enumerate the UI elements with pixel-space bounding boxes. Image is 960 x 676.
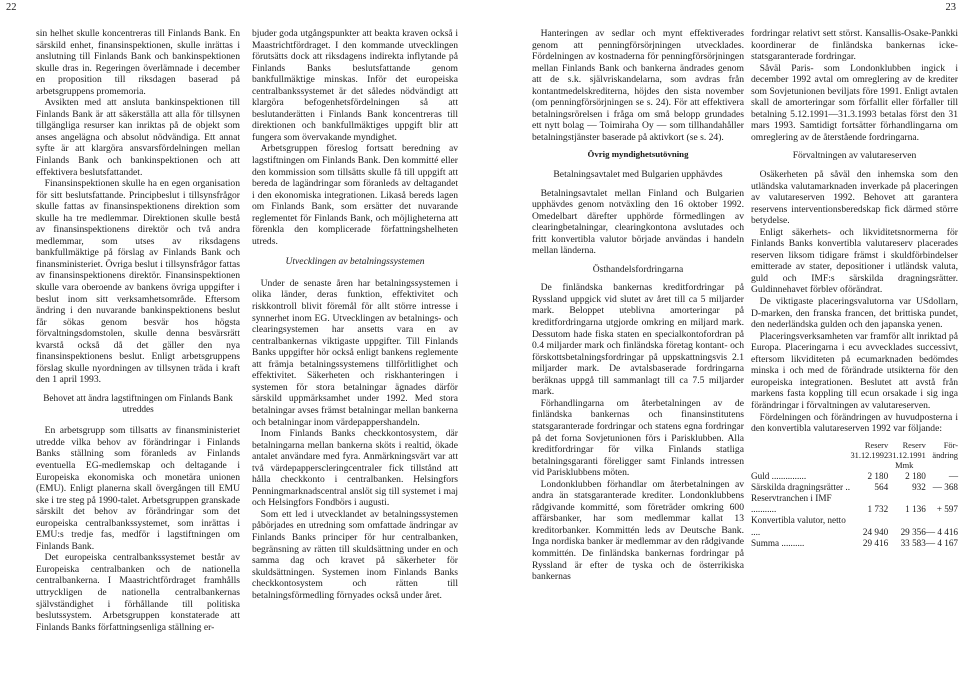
table-cell: 29 356 — [900, 526, 926, 537]
paragraph: bjuder goda utgångspunkter att beakta kraven också i Maastrichtfördraget. I den kommande utvecklingen förutsätts dock att riksdagens indirekta inflytande på Finlands Banks beslutsfattande genom bankfullmäktige minskas. Inför det europeiska centralbankssystemet är det således nödvändigt att klargöra befogenhetsfördelningen så att beslutanderätten i Finlands Bank koncentreras till direktionen och bankfullmäktiges uppgift blir att fungera som övervakande myndighet. — [252, 28, 458, 143]
paragraph: Det europeiska centralbankssystemet består av Europeiska centralbanken och de nationella centralbankerna. I Maastrichtfördraget framhålls uttryckligen de nationella centralbankernas självständighet i förhållande till politiska beslutssystem. Arbetsgruppen konstaterade att Finlands Banks författningsenliga ställning er- — [36, 552, 240, 633]
header-label: För- — [943, 440, 958, 450]
table-unit-empty — [751, 461, 850, 471]
section-heading: Behovet att ändra lagstiftningen om Finlands Bank utreddes — [43, 393, 233, 416]
paragraph: Finansinspektionen skulle ha en egen organisation för sitt beslutsfattande. Principbeslut i tillsynsfrågor skulle fattas av finansinspektionens direktion som skulle ha tre medlemmar. Direktionen skulle bestå av finansinspektionens direktör och två andra medlemmar, som utses av riksdagens bankfullmäktige på förslag av Finlands Bank och finansministeriet. Övriga beslut i tillsynsfrågor fattas av finansinspektionens direktör. Finansinspektionen skulle vara oberoende av bankens övriga uppgifter i beslut inom sitt verksamhetsområde. Eftersom ändring i den nuvarande bankinspektionens beslut får sökas genom besvär hos högsta förvaltningsdomstolen, skulle denna besvärsrätt kvarstå också då det gäller den nya finansinspektionens beslut. Enligt arbetsgruppens förslag skulle nyordningen av tillsynen träda i kraft den 1 april 1993. — [36, 178, 240, 386]
column-2 — [252, 28, 458, 601]
table-cell: — — [948, 470, 958, 481]
paragraph: De finländska bankernas kreditfordringar på Ryssland uppgick vid slutet av året till ca 5 miljarder mark. Beloppet uteblivna amorteringar på kreditfordringarna utgjorde omkring en miljard mark. Dessutom hade fiska staten en specialkontofordran på 0.4 miljarder mark och finländska företag kontant- och förskottsbetalningsfordringar på uppskattningsvis 2.1 miljarder mark. De avtalsbaserade fordringarna beräknas uppgå till sammanlagt till ca 7.5 miljarder mark. — [532, 282, 744, 398]
table-cell: — 368 — [932, 481, 958, 492]
table-cell: 932 — [912, 481, 926, 492]
header-label-2: ändring — [932, 450, 958, 460]
table-row — [751, 471, 958, 482]
paragraph: Placeringsverksamheten var framför allt inriktad på Europa. Placeringarna i ecu avvecklades successivt, eftersom likviditeten på ecumarknaden bedömdes minska i och med de förändrade utsikterna för den europeiska integrationen. Beslutet att avstå från markens fasta koppling till ecun orsakade i sig inga förändringar i förvaltningen av valutareserven. — [751, 330, 958, 411]
paragraph: fordringar relativt sett störst. Kansallis-Osake-Pankki koordinerar de finländska bankernas icke-statsgaranterade fordringar. — [751, 28, 958, 63]
header-date: 31.12.1992 — [850, 450, 889, 460]
table-cell-label: Särskilda dragningsrätter .. — [751, 481, 850, 492]
column-3 — [532, 28, 744, 583]
subsection-heading: Betalningsavtalet med Bulgarien upphävdes — [553, 169, 723, 181]
paragraph: Betalningsavtalet mellan Finland och Bulgarien upphävdes genom notväxling den 16 oktober 1992. Omedelbart därefter upphörde förmedlingen av clearingbetalningar, clearingkontona avslutades och fritt konvertibla valutor började användas i handeln mellan länderna. — [532, 187, 744, 257]
paragraph: Inom Finlands Banks checkkontosystem, där betalningarna mellan bankerna sköts i realtid, ökade antalet användare med fyra. Anmärkningsvärt var att två värdepapperscleringcentraler fick tillstånd att hålla checkkonto i centralbanken. Helsingfors Penningmarknadscentral anslöt sig till systemet i maj och Helsingfors Fondbörs i augusti. — [252, 428, 458, 509]
table-total-row — [751, 538, 958, 549]
header-date: 31.12.1991 — [888, 450, 926, 460]
table-cell: 1 732 — [867, 504, 889, 515]
paragraph: Enligt säkerhets- och likviditetsnormerna för Finlands Banks konvertibla valutareserv placerades reserven liksom tidigare främst i skuldförbindelser emitterade av stater, depositioner i utländsk valuta, guld och IMF:s särskilda dragningsrätter. Guldinnehavet förblev oförändrat. — [751, 226, 958, 296]
paragraph: Under de senaste åren har betalningssystemen i olika länder, deras funktion, effektivitet och riskkontroll blivit föremål för allt större intresse i synnerhet inom EG. Utvecklingen av betalnings- och clearingsystemen har ansetts vara en av centralbankernas viktigaste uppgifter. Till Finlands Banks uppgifter hör också enligt bankens reglemente att främja betalningssystemens tillförlitlighet och effektivitet. Säkerheten och riskhanteringen i systemen för stora betalningar ägnades därför särskild uppmärksamhet under 1992. Med stora betalningar avses främst betalningar mellan bankerna och betalningar inom värdepappershandeln. — [252, 277, 458, 428]
paragraph: Londonklubben förhandlar om återbetalningen av andra än statsgaranterade krediter. Londonklubbens rådgivande kommitté, som företräder omkring 600 affärsbanker, har som medlemmar kallat 13 kreditorbanker. Kommittén leds av Deutsche Bank. Inga nordiska banker är medlemmar av den rådgivande kommittén. De finländska bankernas fordringar på Ryssland är efter de tyska och de österrikiska bankernas — [532, 478, 744, 583]
table-cell: — 4 416 — [925, 526, 958, 537]
paragraph: De viktigaste placeringsvalutorna var USdollarn, D-marken, den franska francen, det brittiska pundet, den nederländska gulden och den japanska yenen. — [751, 296, 958, 331]
page-number-right: 23 — [945, 2, 956, 13]
table-cell-label: Guld ............... — [751, 470, 807, 481]
subsection-heading: Östhandelsfordringarna — [592, 263, 684, 275]
table-header-reserv-1992 — [850, 441, 888, 461]
table-cell: 1 136 — [905, 504, 926, 515]
table-cell: 29 416 — [862, 537, 889, 548]
column-1 — [36, 28, 240, 633]
reserve-table — [751, 441, 958, 549]
table-cell-label: Summa .......... — [751, 537, 805, 548]
paragraph: Arbetsgruppen föreslog fortsatt beredning av lagstiftningen om Finlands Bank. Den kommitté eller den kommission som tillsätts skulle få till uppgift att bereda de lagändringar som föranleds av deltagandet i den ekonomiska integrationen. Likaså bereds lagen om Finlands Bank, som ersätter det nuvarande reglementet för Finlands Bank, och möjligheterna att förenkla den komplicerade författningshelheten utreds. — [252, 143, 458, 247]
table-cell-label: Konvertibla valutor, netto .... — [751, 515, 846, 537]
table-cell-label: Reservtranchen i IMF ........... — [751, 493, 832, 515]
table-cell: 564 — [874, 481, 889, 492]
table-unit-row — [751, 461, 958, 471]
table-cell: — 4 167 — [925, 537, 958, 548]
section-heading: Utvecklingen av betalningssystemen — [285, 256, 425, 268]
paragraph: En arbetsgrupp som tillsatts av finansministeriet utredde vilka behov av förändringar i Finlands Banks ställning som föranleds av Finlands eventuella EG-medlemskap och deltagande i Europeiska ekonomiska och monetära unionen (EMU). Enligt planerna skall övergången till EMU ske i tre steg på 1990-talet. Arbetsgruppen granskade särskilt det behov av förändringar som det europeiska centralbankssystemet, som inrättas i EMU:s tredje fas, medför i lagstiftningen om Finlands Bank. — [36, 425, 240, 552]
table-header-reserv-1991 — [888, 441, 926, 461]
paragraph: Osäkerheten på såväl den inhemska som den utländska valutamarknaden inverkade på placeringen av valutareserven 1992. Behovet att garantera reservens interventionsberedskap fick därmed större betydelse. — [751, 169, 958, 227]
section-heading: Övrig myndighetsutövning — [587, 149, 689, 160]
table-cell: 24 940 — [862, 526, 889, 537]
table-header-change — [926, 441, 958, 461]
paragraph: Avsikten med att ansluta bankinspektionen till Finlands Bank är att säkerställa att alla för tillsynen tillgängliga resurser kan inriktas på de objekt som anses angelägna och absolut nödvändiga. Ett annat syfte är att klargöra ansvarsfördelningen mellan Finlands Bank och bankinspektionen och att effektivera beslutsfattandet. — [36, 97, 240, 178]
paragraph: Hanteringen av sedlar och mynt effektiverades genom att penningförsörjningen utvecklades. Fördelningen av kostnaderna för penningförsörjningen mellan Finlands Bank och bankerna ändrades genom att de s.k. självriskandelarna, som avdras från kontantmedelskrediterna, höjdes den sista november (om penningförsörjningen se s. 24). För att effektivera betalningsrörelsen i fråga om små belopp grundades ett nytt bolag — Toimiraha Oy — som tillhandahåller betalningstjänster baserade på aktivkort (se s. 24). — [532, 28, 744, 143]
table-unit: Mmk — [895, 460, 914, 470]
table-cell: + 597 — [936, 504, 958, 515]
paragraph: Såväl Paris- som Londonklubben ingick i december 1992 avtal om omreglering av de krediter som Sovjetunionen beviljats före 1991. Enligt avtalen skall de amorteringar som förfallit eller förfaller till betalning 5.12.1991—31.3.1993 betalas först den 31 mars 1993. Samtidigt fortsätter förhandlingarna om omreglering av de återstående fordringarna. — [751, 62, 958, 143]
table-row — [751, 515, 958, 537]
header-label: Reserv — [902, 440, 926, 450]
header-label: Reserv — [864, 440, 889, 450]
column-4 — [751, 28, 958, 549]
table-cell: 2 180 — [867, 470, 889, 481]
table-cell: 33 583 — [900, 537, 926, 548]
paragraph: sin helhet skulle koncentreras till Finlands Bank. En särskild enhet, finansinspektionen, skulle inrättas i anslutning till Finlands Bank och bankinspektionen skulle dras in. Regeringen överlämnade i december en proposition till riksdagen baserad på arbetsgruppens promemoria. — [36, 28, 240, 97]
table-header-empty — [751, 441, 850, 461]
page-number-left: 22 — [6, 2, 17, 13]
section-heading: Förvaltningen av valutareserven — [792, 150, 917, 162]
paragraph: Som ett led i utvecklandet av betalningssystemen påbörjades en utredning som omfattade ändringar av Finlands Banks principer för hur centralbanken, begränsning av rätten till skuldsättning under en och samma dag och kravet på säkerheter för skuldsättningen. Systemen inom Finlands Banks checkkontosystem och rätten till betalningsförmedling förnyades också under året. — [252, 508, 458, 601]
table-row — [751, 482, 958, 493]
table-row — [751, 493, 958, 515]
table-cell: 2 180 — [905, 470, 926, 481]
table-header-row — [751, 441, 958, 461]
paragraph: Fördelningen och förändringen av huvudposterna i den konvertibla valutareserven 1992 var följande: — [751, 411, 958, 435]
paragraph: Förhandlingarna om återbetalningen av de finländska bankernas och finansinstitutens statsgaranterade fordringar och statens egna fordringar på det forna Sovjetunionen förs i Parisklubben. Alla kreditfordringar för vilka Finlands statliga betalningsgaranti föreligger samt Finlands intressen vid Parisklubbens möten. — [532, 397, 744, 479]
